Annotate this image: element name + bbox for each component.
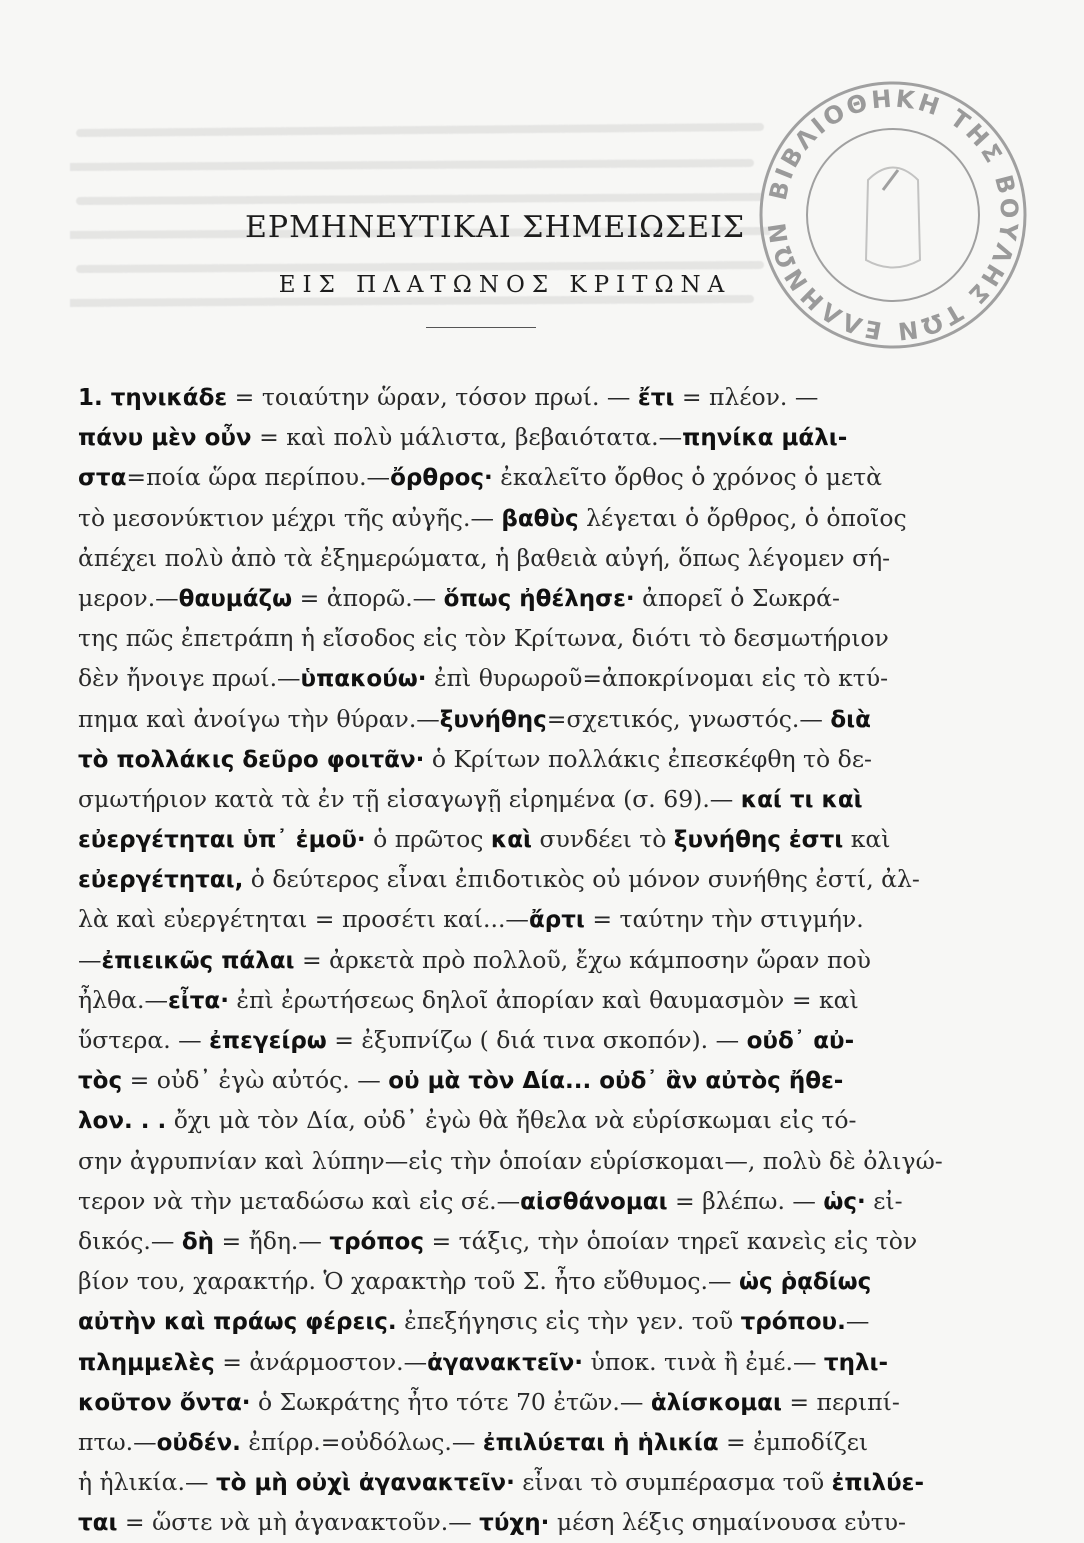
gloss-text: ἦλθα.— bbox=[78, 985, 168, 1014]
lemma-term: τύχη· bbox=[479, 1510, 550, 1537]
gloss-text: = περιπί- bbox=[781, 1387, 900, 1416]
text-line bbox=[78, 498, 958, 538]
lemma-term: ἀγανακτεῖν· bbox=[427, 1349, 584, 1376]
lemma-term: οὐδ᾽ αὐ- bbox=[746, 1028, 855, 1054]
gloss-text: πημα καὶ ἀνοίγω τὴν θύραν.— bbox=[78, 704, 440, 733]
lemma-term: ξυνήθης ἐστι bbox=[673, 827, 844, 854]
gloss-text: = καὶ πολὺ μάλιστα, βεβαιότατα.— bbox=[251, 423, 683, 452]
gloss-text: ὑποκ. τινὰ ἢ ἐμέ.— bbox=[583, 1347, 824, 1376]
gloss-text: = βλέπω. — bbox=[667, 1186, 824, 1215]
gloss-text: μέση λέξις σημαίνουσα εὐτυ- bbox=[549, 1508, 906, 1537]
svg-text:ΒΙΒΛΙΟΘΗΚΗ ΤΗΣ ΒΟΥΛΗΣ ΤΩΝ ΕΛΛΗ bbox=[763, 84, 1024, 345]
text-line bbox=[78, 1141, 958, 1181]
text-line bbox=[78, 1261, 958, 1301]
text-line bbox=[78, 899, 958, 939]
body-text bbox=[78, 377, 958, 1542]
lemma-term: θαυμάζω bbox=[178, 585, 293, 612]
gloss-text: = ταύτην τὴν στιγμήν. bbox=[584, 905, 864, 934]
text-line bbox=[78, 578, 958, 618]
lemma-term: τρόπος bbox=[329, 1228, 424, 1255]
gloss-text: σην ἀγρυπνίαν καὶ λύπην—εἰς τὴν ὁποίαν εὑρίσκομαι—, πολὺ δὲ ὀλιγώ- bbox=[78, 1146, 943, 1175]
gloss-text: ἡ ἡλικία.— bbox=[78, 1468, 216, 1497]
gloss-text: = ἀρκετὰ πρὸ πολλοῦ, ἔχω κάμποσην ὥραν ποὺ bbox=[294, 945, 871, 974]
gloss-text: τερον νὰ τὴν μεταδώσω καὶ εἰς σέ.— bbox=[78, 1186, 521, 1215]
text-line bbox=[78, 1181, 958, 1221]
gloss-text: = ἀνάρμοστον.— bbox=[214, 1347, 428, 1376]
lemma-term: πλημμελὲς bbox=[78, 1349, 215, 1376]
gloss-text: ἐπὶ θυρωροῦ=ἀποκρίνομαι εἰς τὸ κτύ- bbox=[426, 664, 889, 693]
text-line bbox=[78, 859, 958, 899]
lemma-term: ἔτι bbox=[637, 385, 675, 411]
lemma-term: βαθὺς bbox=[501, 505, 579, 532]
gloss-text: ὁ Κρίτων πολλάκις ἐπεσκέφθη τὸ δε- bbox=[424, 744, 872, 773]
lemma-term: αὐτὴν καὶ πράως φέρεις. bbox=[78, 1309, 397, 1336]
lemma-term: καὶ bbox=[490, 827, 533, 854]
gloss-text: τὸ μεσονύκτιον μέχρι τῆς αὐγῆς.— bbox=[78, 503, 502, 532]
gloss-text: = ἐξυπνίζω ( διά τινα σκοπόν). — bbox=[326, 1026, 747, 1054]
text-line bbox=[78, 1100, 958, 1140]
text-line bbox=[78, 538, 958, 578]
gloss-text: ὁ δεύτερος εἶναι ἐπιδοτικὸς οὐ μόνον συνήθης ἐστί, ἀλ- bbox=[243, 865, 920, 894]
page-subtitle: ΕΙΣ ΠΛΑΤΩΝΟΣ ΚΡΙΤΩΝΑ bbox=[278, 272, 732, 298]
lemma-term: ξυνήθης bbox=[439, 706, 547, 733]
gloss-text: ὁ Σωκράτης ἦτο τότε 70 ἐτῶν.— bbox=[250, 1387, 651, 1416]
gloss-text: = οὐδ᾽ ἐγὼ αὐτός. — bbox=[122, 1066, 389, 1095]
gloss-text: =ποία ὥρα περίπου.— bbox=[126, 463, 391, 492]
gloss-text: μερον.— bbox=[78, 583, 179, 612]
text-line bbox=[78, 377, 958, 417]
gloss-text: δικός.— bbox=[78, 1226, 182, 1255]
text-line bbox=[78, 1342, 958, 1382]
text-line bbox=[78, 699, 958, 739]
lemma-term: εἶτα· bbox=[167, 987, 229, 1014]
lemma-term: τηλι- bbox=[823, 1349, 889, 1376]
gloss-text: = τάξις, τὴν ὁποίαν τηρεῖ κανεὶς εἰς τὸν bbox=[423, 1226, 918, 1255]
gloss-text: καὶ bbox=[843, 825, 891, 854]
lemma-term: τὸ μὴ οὐχὶ ἀγανακτεῖν· bbox=[215, 1470, 515, 1497]
text-line bbox=[78, 739, 958, 779]
gloss-text: βίον του, χαρακτήρ. Ὁ χαρακτὴρ τοῦ Σ. ἦτο εὔθυμος.— bbox=[78, 1267, 739, 1296]
gloss-text: = ἤδη.— bbox=[214, 1226, 330, 1255]
gloss-text: ἀπέχει πολὺ ἀπὸ τὰ ἐξημερώματα, ἡ βαθειὰ αὐγή, ὅπως λέγομεν σή- bbox=[78, 543, 891, 572]
lemma-term: τρόπου. bbox=[740, 1309, 846, 1336]
lemma-term: ἐπιλύε- bbox=[831, 1470, 924, 1497]
lemma-term: οὐδέν. bbox=[156, 1429, 241, 1456]
text-line bbox=[78, 940, 958, 980]
gloss-text: ἐπίρρ.=οὐδόλως.— bbox=[240, 1427, 483, 1456]
lemma-term: δὴ bbox=[181, 1228, 214, 1255]
lemma-term: ἐπιεικῶς πάλαι bbox=[101, 947, 295, 974]
lemma-term: στα bbox=[78, 465, 127, 492]
lemma-term: ἐπιλύεται ἡ ἡλικία bbox=[482, 1429, 719, 1456]
gloss-text: σμωτήριον κατὰ τὰ ἐν τῇ εἰσαγωγῇ εἰρημένα (σ. 69).— bbox=[78, 784, 741, 813]
lemma-term: λον. . . bbox=[78, 1108, 167, 1135]
gloss-text: συνδέει τὸ bbox=[532, 825, 674, 854]
gloss-text: λὰ καὶ εὐεργέτηται = προσέτι καί...— bbox=[78, 905, 529, 934]
gloss-text: = ὥστε νὰ μὴ ἀγανακτοῦν.— bbox=[117, 1508, 480, 1537]
text-line bbox=[78, 1301, 958, 1341]
stamp-text: ΒΙΒΛΙΟΘΗΚΗ ΤΗΣ ΒΟΥΛΗΣ ΤΩΝ ΕΛΛΗΝΩΝ bbox=[762, 84, 1024, 346]
text-line bbox=[78, 1462, 958, 1502]
lemma-term: ἄρτι bbox=[528, 907, 585, 934]
lemma-term: εὐεργέτηται, bbox=[78, 867, 244, 894]
text-line bbox=[78, 1382, 958, 1422]
lemma-term: ὡς· bbox=[823, 1188, 866, 1215]
text-line bbox=[78, 1502, 958, 1542]
gloss-text: ἐπεξήγησις εἰς τὴν γεν. τοῦ bbox=[396, 1307, 741, 1336]
gloss-text: εἶναι τὸ συμπέρασμα τοῦ bbox=[514, 1468, 832, 1497]
lemma-term: ται bbox=[78, 1510, 118, 1537]
gloss-text: ἀπορεῖ ὁ Σωκρά- bbox=[634, 583, 840, 612]
library-stamp-icon bbox=[748, 70, 1038, 360]
gloss-text: δὲν ἤνοιγε πρωί.— bbox=[78, 664, 301, 693]
gloss-text: = τοιαύτην ὥραν, τόσον πρωί. — bbox=[227, 383, 638, 411]
lemma-term: διὰ bbox=[830, 706, 871, 733]
lemma-term: αἰσθάνομαι bbox=[520, 1188, 668, 1215]
lemma-term: ἁλίσκομαι bbox=[650, 1389, 782, 1416]
gloss-text: = ἀπορῶ.— bbox=[292, 583, 444, 612]
gloss-text: της πῶς ἐπετράπη ἡ εἴσοδος εἰς τὸν Κρίτωνα, διότι τὸ δεσμωτήριον bbox=[78, 624, 889, 653]
lemma-term: πηνίκα μάλι- bbox=[682, 425, 848, 452]
text-line bbox=[78, 980, 958, 1020]
lemma-term: πάνυ μὲν οὖν bbox=[78, 425, 252, 452]
lemma-term: 1. τηνικάδε bbox=[78, 385, 228, 411]
text-line bbox=[78, 457, 958, 497]
text-line bbox=[78, 1060, 958, 1100]
lemma-term: κοῦτον ὄντα· bbox=[78, 1389, 251, 1416]
gloss-text: πτω.— bbox=[78, 1427, 157, 1456]
text-line bbox=[78, 819, 958, 859]
lemma-term: ὅπως ἠθέλησε· bbox=[443, 585, 635, 612]
lemma-term: ὄρθρος· bbox=[390, 465, 493, 492]
lemma-term: οὐ μὰ τὸν Δία... οὐδ᾽ ἂν αὐτὸς ἤθε- bbox=[388, 1068, 844, 1095]
text-line bbox=[78, 658, 958, 698]
gloss-text: = ἐμποδίζει bbox=[718, 1427, 869, 1456]
gloss-text: — bbox=[845, 1307, 870, 1336]
text-line bbox=[78, 779, 958, 819]
gloss-text: ἐκαλεῖτο ὄρθος ὁ χρόνος ὁ μετὰ bbox=[492, 463, 883, 492]
text-line bbox=[78, 1221, 958, 1261]
lemma-term: τὸ πολλάκις δεῦρο φοιτᾶν· bbox=[78, 746, 425, 773]
gloss-text: λέγεται ὁ ὄρθρος, ὁ ὁποῖος bbox=[578, 503, 907, 532]
title-text: ΕΡΜΗΝΕΥΤΙΚΑΙ ΣΗΜΕΙΩΣΕΙΣ bbox=[245, 210, 746, 245]
gloss-text: =σχετικός, γνωστός.— bbox=[546, 704, 831, 733]
text-line bbox=[78, 618, 958, 658]
lemma-term: καί τι καὶ bbox=[740, 786, 863, 813]
gloss-text: ἐπὶ ἐρωτήσεως δηλοῖ ἀπορίαν καὶ θαυμασμὸν = καὶ bbox=[228, 985, 859, 1014]
text-line bbox=[78, 417, 958, 457]
gloss-text: εἰ- bbox=[865, 1186, 903, 1215]
lemma-term: ἐπεγείρω bbox=[209, 1028, 327, 1054]
text-line bbox=[78, 1020, 958, 1060]
lemma-term: εὐεργέτηται ὑπ᾽ ἐμοῦ· bbox=[78, 827, 366, 854]
lemma-term: τὸς bbox=[78, 1068, 123, 1095]
gloss-text: ὁ πρῶτος bbox=[365, 825, 491, 854]
title-rule bbox=[426, 327, 536, 328]
lemma-term: ὑπακούω· bbox=[300, 666, 427, 693]
gloss-text: ὄχι μὰ τὸν Δία, οὐδ᾽ ἐγὼ θὰ ἤθελα νὰ εὑρίσκωμαι εἰς τό- bbox=[166, 1106, 857, 1135]
gloss-text: = πλέον. — bbox=[674, 383, 819, 411]
text-line bbox=[78, 1422, 958, 1462]
gloss-text: ὕστερα. — bbox=[78, 1026, 210, 1054]
gloss-text: — bbox=[78, 945, 102, 974]
lemma-term: ὡς ῥᾳδίως bbox=[738, 1269, 872, 1296]
